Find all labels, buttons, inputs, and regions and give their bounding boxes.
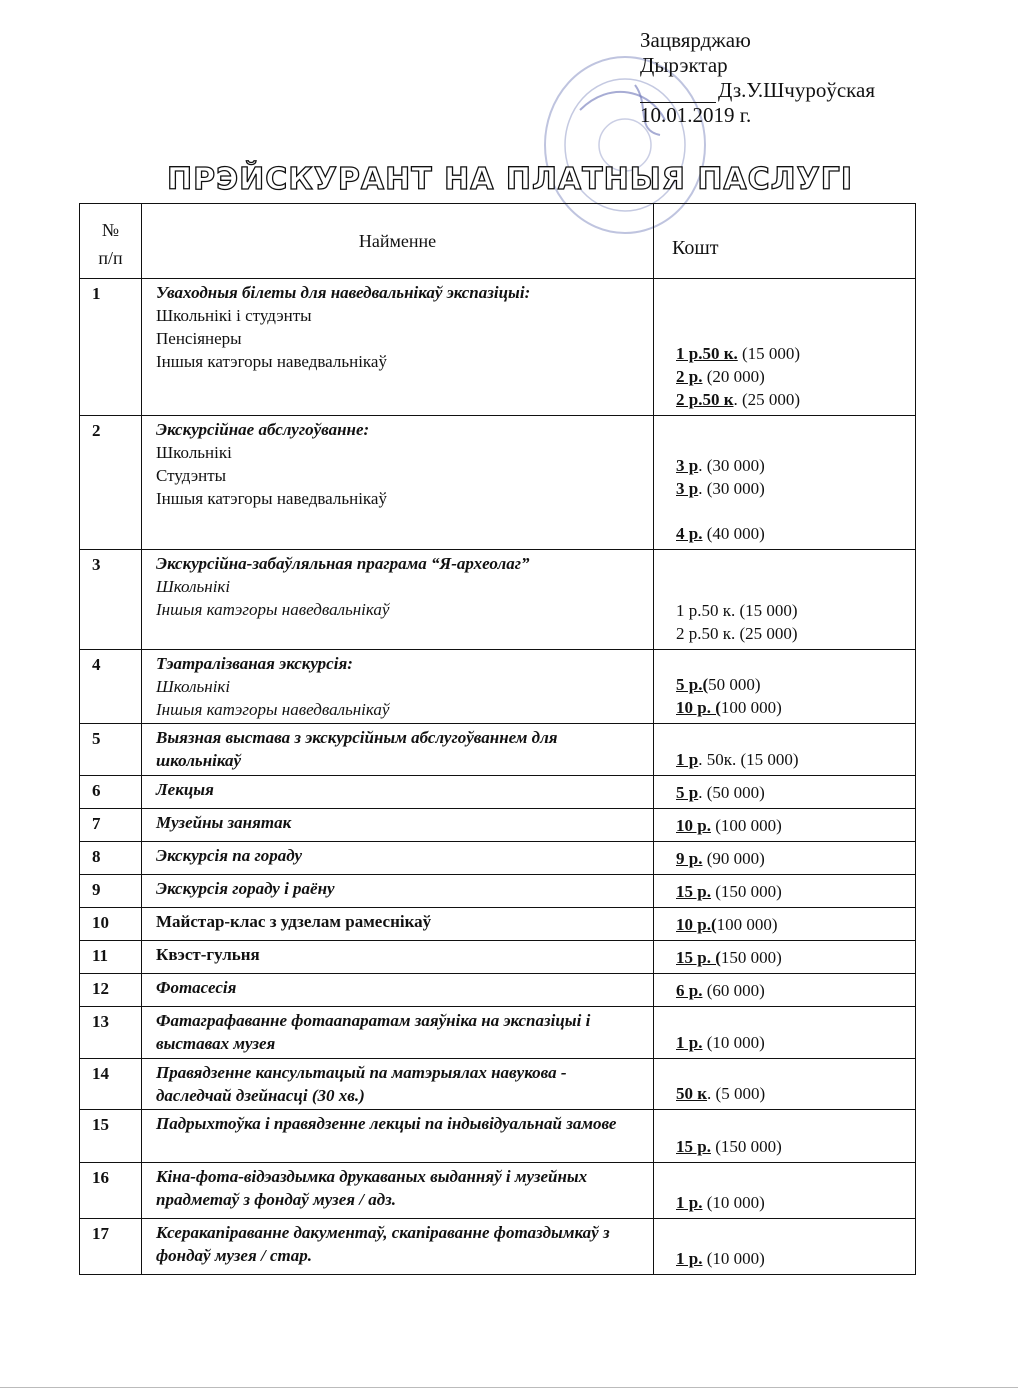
price-old-amount: (15 000): [737, 344, 801, 363]
row-number: 6: [80, 776, 142, 809]
row-number: 13: [80, 1007, 142, 1059]
price-amount: 10 р.: [676, 816, 711, 835]
service-title: Экскурсія па гораду: [156, 846, 303, 865]
price-line: [676, 673, 909, 696]
row-number: 4: [80, 650, 142, 724]
price-amount: 4 р.: [676, 524, 703, 543]
price-table: [79, 203, 916, 1275]
table-row: [80, 416, 916, 550]
approval-position: Дырэктар: [640, 53, 728, 77]
page-bottom-edge: [0, 1387, 1018, 1388]
price-old-amount: (40 000): [702, 524, 765, 543]
service-price: [654, 724, 916, 776]
table-row: [80, 550, 916, 650]
service-name: [142, 776, 654, 809]
price-amount: 15 р. (: [676, 948, 721, 967]
service-price: [654, 550, 916, 650]
price-old-amount: 50 000): [708, 675, 761, 694]
approval-signature-line: [640, 78, 875, 103]
table-row: [80, 724, 916, 776]
service-title: Лекцыя: [156, 780, 214, 799]
service-price: [654, 908, 916, 941]
price-amount: 1 р.: [676, 1249, 703, 1268]
visitor-category: Іншыя катэгоры наведвальнікаў: [156, 489, 387, 508]
price-amount: 1 р: [676, 750, 699, 769]
price-amount: 5 р.(: [676, 675, 709, 694]
table-row: [80, 842, 916, 875]
price-amount: 2 р.: [676, 367, 703, 386]
service-name: [142, 908, 654, 941]
price-line: [676, 946, 909, 969]
row-number: 17: [80, 1219, 142, 1275]
price-amount: 1 р.: [676, 1033, 703, 1052]
price-line: [676, 522, 909, 545]
price-old-amount: 1 р.50 к. (15 000): [676, 601, 798, 620]
price-old-amount: . (30 000): [698, 479, 765, 498]
visitor-category: Іншыя катэгоры наведвальнікаў: [156, 352, 387, 371]
visitor-category: Іншыя катэгоры наведвальнікаў: [156, 600, 390, 619]
header-name: Найменне: [142, 204, 654, 279]
service-price: [654, 1110, 916, 1163]
price-line: [676, 979, 909, 1002]
table-row: [80, 809, 916, 842]
table-row: [80, 941, 916, 974]
visitor-category: Школьнікі: [156, 443, 232, 462]
price-amount: 3 р: [676, 456, 699, 475]
row-number: 3: [80, 550, 142, 650]
service-title: Фатаграфаванне фотаапаратам заяўніка на экспазіцыі і выставах музея: [156, 1011, 591, 1053]
price-line: [676, 696, 909, 719]
table-row: [80, 279, 916, 416]
approval-block: [640, 28, 875, 128]
service-name: [142, 842, 654, 875]
service-title: Квэст-гульня: [156, 945, 260, 964]
price-amount: 9 р.: [676, 849, 703, 868]
price-line: [676, 365, 909, 388]
service-price: [654, 1163, 916, 1219]
service-price: [654, 875, 916, 908]
row-number: 12: [80, 974, 142, 1007]
row-number: 2: [80, 416, 142, 550]
service-name: [142, 1219, 654, 1275]
service-name: [142, 974, 654, 1007]
price-old-amount: . (30 000): [698, 456, 765, 475]
price-amount: 2 р.50 к: [676, 390, 734, 409]
price-old-amount: . (50 000): [698, 783, 765, 802]
service-title: Фотасесія: [156, 978, 237, 997]
service-title: Майстар-клас з удзелам рамеснікаў: [156, 912, 432, 931]
price-line: [676, 342, 909, 365]
price-line: [676, 1247, 909, 1270]
service-name: [142, 809, 654, 842]
price-old-amount: 150 000): [720, 948, 782, 967]
table-row: [80, 1007, 916, 1059]
approval-date: 10.01.2019 г.: [640, 103, 752, 127]
visitor-category: Школьнікі: [156, 677, 231, 696]
price-line: [676, 748, 909, 771]
service-price: [654, 650, 916, 724]
price-line: [676, 454, 909, 477]
price-old-amount: (10 000): [702, 1033, 765, 1052]
price-line: [676, 1191, 909, 1214]
service-price: [654, 842, 916, 875]
price-old-amount: . (25 000): [733, 390, 801, 409]
price-old-amount: 100 000): [720, 698, 782, 717]
row-number: 15: [80, 1110, 142, 1163]
table-row: [80, 1110, 916, 1163]
price-line: [676, 913, 909, 936]
table-row: [80, 1219, 916, 1275]
price-line: [676, 847, 909, 870]
service-name: [142, 1007, 654, 1059]
price-line: [676, 388, 909, 411]
service-price: [654, 776, 916, 809]
table-row: [80, 1163, 916, 1219]
service-title: Падрыхтоўка і правядзенне лекцыі па індывідуальнай замове: [156, 1114, 617, 1133]
table-row: [80, 650, 916, 724]
price-old-amount: (20 000): [702, 367, 765, 386]
service-title: Правядзенне кансультацый па матэрыялах навукова - даследчай дзейнасці (30 хв.): [156, 1063, 567, 1105]
service-name: [142, 650, 654, 724]
row-number: 11: [80, 941, 142, 974]
table-row: [80, 974, 916, 1007]
price-line: [676, 1135, 909, 1158]
service-title: Ксеракапіраванне дакументаў, скапіраванне фотаздымкаў з фондаў музея / стар.: [156, 1223, 610, 1265]
price-line: [676, 622, 909, 645]
row-number: 7: [80, 809, 142, 842]
table-row: [80, 776, 916, 809]
price-line: [676, 599, 909, 622]
approval-director-name: Дз.У.Шчуроўская: [718, 78, 876, 102]
service-name: [142, 941, 654, 974]
service-title: Выязная выстава з экскурсійным абслугоўваннем для школьнікаў: [156, 728, 558, 770]
price-line: [676, 880, 909, 903]
price-old-amount: (150 000): [710, 1137, 782, 1156]
price-amount: 15 р.: [676, 1137, 711, 1156]
price-old-amount: (10 000): [702, 1193, 765, 1212]
table-row: [80, 908, 916, 941]
service-price: [654, 1007, 916, 1059]
price-line: [676, 477, 909, 500]
row-number: 16: [80, 1163, 142, 1219]
service-price: [654, 279, 916, 416]
price-amount: 15 р.: [676, 882, 711, 901]
service-price: [654, 1219, 916, 1275]
row-number: 8: [80, 842, 142, 875]
service-name: [142, 875, 654, 908]
visitor-category: Пенсіянеры: [156, 329, 242, 348]
price-old-amount: (100 000): [710, 816, 782, 835]
price-old-amount: 2 р.50 к. (25 000): [676, 624, 798, 643]
price-amount: 50 к: [676, 1084, 708, 1103]
row-number: 9: [80, 875, 142, 908]
service-name: [142, 724, 654, 776]
visitor-category: Студэнты: [156, 466, 227, 485]
price-line: [676, 814, 909, 837]
service-name: [142, 1059, 654, 1110]
service-title: Тэатралізваная экскурсія:: [156, 654, 353, 673]
service-name: [142, 1163, 654, 1219]
table-row: [80, 875, 916, 908]
service-name: [142, 1110, 654, 1163]
row-number: 5: [80, 724, 142, 776]
price-amount: 3 р: [676, 479, 699, 498]
service-price: [654, 416, 916, 550]
row-number: 10: [80, 908, 142, 941]
price-old-amount: 100 000): [716, 915, 778, 934]
price-amount: 10 р. (: [676, 698, 721, 717]
approval-label: Зацвярджаю: [640, 28, 751, 52]
service-price: [654, 941, 916, 974]
price-old-amount: (60 000): [702, 981, 765, 1000]
service-title: Экскурсійнае абслугоўванне:: [156, 420, 370, 439]
price-line: [676, 781, 909, 804]
table-row: [80, 1059, 916, 1110]
price-amount: 1 р.: [676, 1193, 703, 1212]
price-amount: 5 р: [676, 783, 699, 802]
price-old-amount: (90 000): [702, 849, 765, 868]
service-title: Экскурсійна-забаўляльная праграма “Я-археолаг”: [156, 554, 530, 573]
price-old-amount: . 50к. (15 000): [698, 750, 799, 769]
service-name: [142, 279, 654, 416]
price-line: [676, 1031, 909, 1054]
visitor-category: Школьнікі: [156, 577, 231, 596]
service-title: Кіна-фота-відэаздымка друкаваных выданняў і музейных прадметаў з фондаў музея / адз.: [156, 1167, 588, 1209]
price-amount: 6 р.: [676, 981, 703, 1000]
service-name: [142, 416, 654, 550]
price-amount: 1 р.50 к.: [676, 344, 738, 363]
price-old-amount: (10 000): [702, 1249, 765, 1268]
row-number: 1: [80, 279, 142, 416]
visitor-category: Іншыя катэгоры наведвальнікаў: [156, 700, 390, 719]
service-title: Музейны занятак: [156, 813, 292, 832]
service-price: [654, 809, 916, 842]
page-title: ПРЭЙСКУРАНТ НА ПЛАТНЫЯ ПАСЛУГІ: [167, 162, 853, 197]
service-name: [142, 550, 654, 650]
header-number: № п/п: [80, 204, 142, 279]
service-title: Уваходныя білеты для наведвальнікаў экспазіцыі:: [156, 283, 531, 302]
price-line: [676, 1082, 909, 1105]
service-price: [654, 974, 916, 1007]
service-price: [654, 1059, 916, 1110]
price-old-amount: . (5 000): [707, 1084, 766, 1103]
visitor-category: Школьнікі і студэнты: [156, 306, 312, 325]
price-old-amount: (150 000): [710, 882, 782, 901]
price-amount: 10 р.(: [676, 915, 717, 934]
header-price: Кошт: [654, 204, 916, 279]
row-number: 14: [80, 1059, 142, 1110]
service-title: Экскурсія гораду і раёну: [156, 879, 335, 898]
